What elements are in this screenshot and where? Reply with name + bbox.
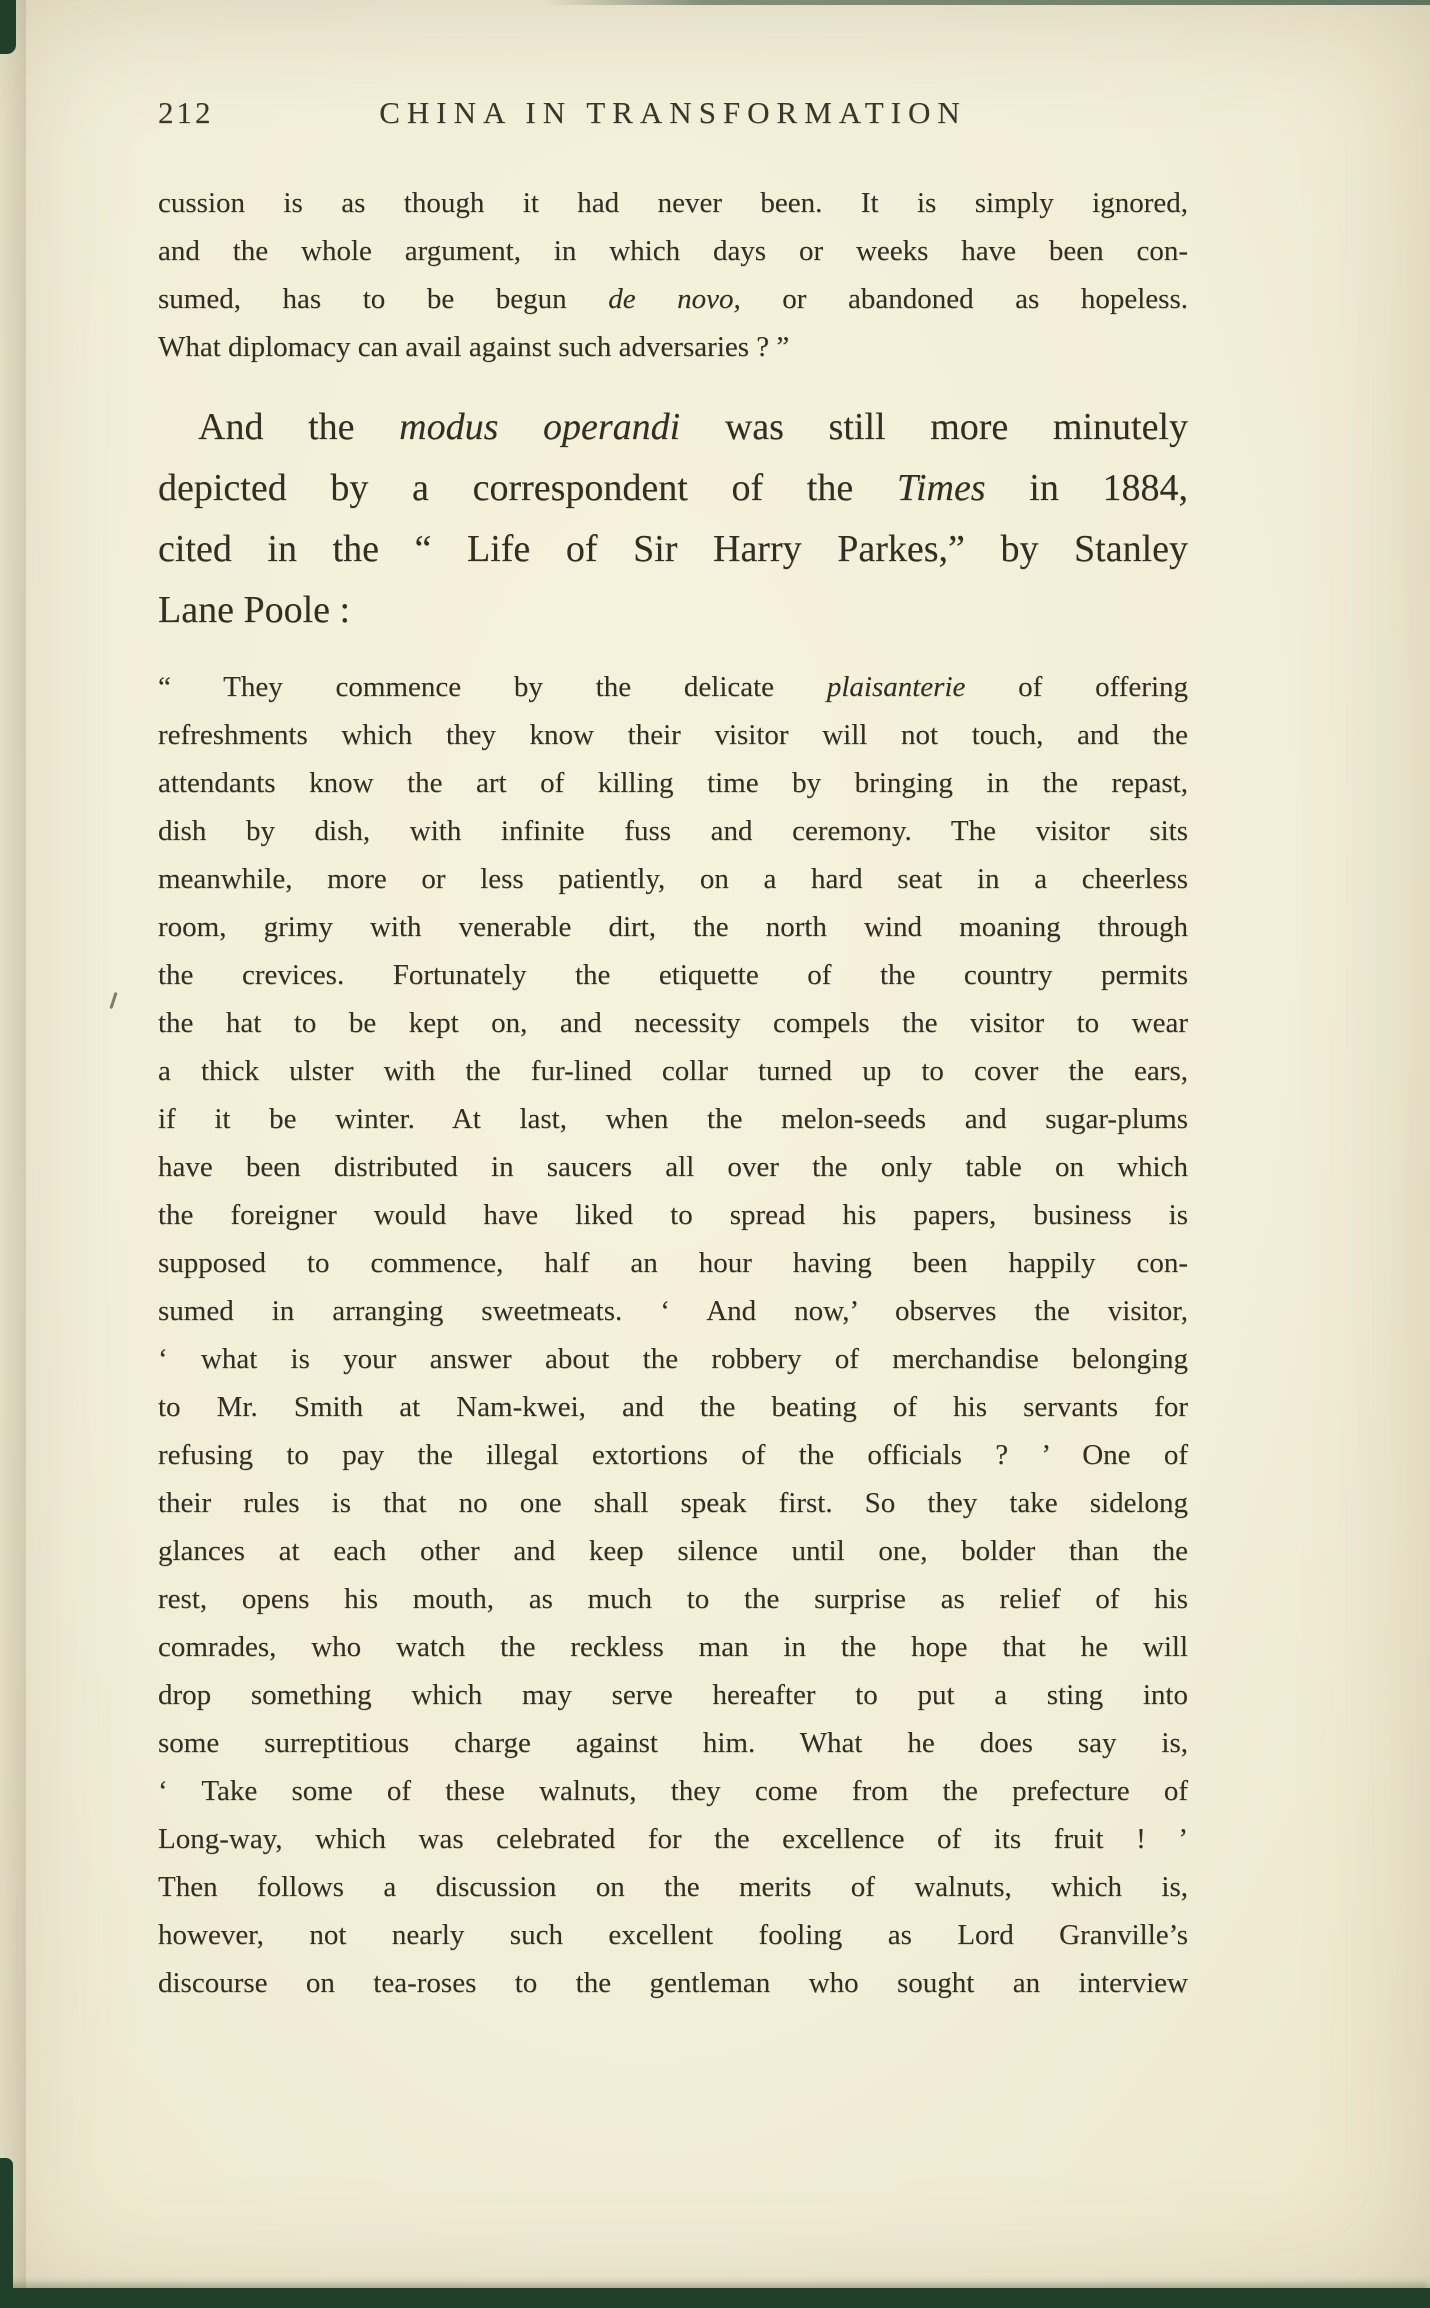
text-segment: “ They commence by the delicate (158, 671, 827, 703)
text-segment: depicted by a correspondent of the (158, 467, 897, 509)
text-line (158, 580, 1188, 641)
italic-text: Times (896, 467, 986, 509)
text-line (158, 1479, 1188, 1527)
text-segment: cussion is as though it had never been. It is simply ignored, (158, 187, 1188, 219)
text-segment: and the whole argument, in which days or weeks have been con- (158, 235, 1188, 267)
text-line (158, 759, 1188, 807)
text-segment: refreshments which they know their visitor will not touch, and the (158, 719, 1188, 751)
text-line (158, 1527, 1188, 1575)
text-segment: drop something which may serve hereafter to put a sting into (158, 1679, 1188, 1711)
text-segment: rest, opens his mouth, as much to the surprise as relief of his (158, 1583, 1188, 1615)
text-line (158, 1335, 1188, 1383)
text-segment: the foreigner would have liked to spread his papers, business is (158, 1199, 1188, 1231)
text-segment: Long-way, which was celebrated for the excellence of its fruit ! ’ (158, 1823, 1188, 1855)
text-segment: cited in the “ Life of Sir Harry Parkes,” by Stanley (158, 528, 1188, 570)
scan-edge-right-shadow (0, 0, 26, 2308)
text-segment: discourse on tea-roses to the gentleman who sought an interview (158, 1967, 1188, 1999)
scan-edge-top (543, 0, 1430, 5)
text-segment: sumed in arranging sweetmeats. ‘ And now,’ observes the visitor, (158, 1295, 1188, 1327)
text-segment: Then follows a discussion on the merits of walnuts, which is, (158, 1871, 1188, 1903)
text-line (158, 663, 1188, 711)
text-segment: room, grimy with venerable dirt, the north wind moaning through (158, 911, 1188, 943)
text-line (158, 179, 1188, 227)
text-line (158, 903, 1188, 951)
text-segment: refusing to pay the illegal extortions of the officials ? ’ One of (158, 1439, 1188, 1471)
text-segment: a thick ulster with the fur-lined collar turned up to cover the ears, (158, 1055, 1188, 1087)
text-line (158, 999, 1188, 1047)
text-line (158, 1815, 1188, 1863)
text-segment: if it be winter. At last, when the melon-seeds and sugar-plums (158, 1103, 1188, 1135)
scan-edge-top-left (0, 0, 16, 54)
text-line (158, 1095, 1188, 1143)
text-segment: in 1884, (985, 467, 1188, 509)
text-line (158, 711, 1188, 759)
text-segment: dish by dish, with infinite fuss and ceremony. The visitor sits (158, 815, 1188, 847)
italic-text: de novo, (608, 283, 741, 315)
text-line (158, 323, 1188, 371)
text-line (158, 1671, 1188, 1719)
text-segment: to Mr. Smith at Nam-kwei, and the beating of his servants for (158, 1391, 1188, 1423)
text-line (158, 1143, 1188, 1191)
text-line (158, 1383, 1188, 1431)
text-line (158, 1191, 1188, 1239)
text-line (158, 855, 1188, 903)
text-line (158, 1287, 1188, 1335)
text-line (158, 807, 1188, 855)
text-line (158, 519, 1188, 580)
text-line (158, 1575, 1188, 1623)
text-line (158, 1767, 1188, 1815)
text-segment: the crevices. Fortunately the etiquette of the country permits (158, 959, 1188, 991)
text-segment: of offering (965, 671, 1188, 703)
page-content (158, 95, 1188, 2007)
text-line (158, 458, 1188, 519)
text-line (158, 1047, 1188, 1095)
text-line (158, 397, 1188, 458)
text-segment: some surreptitious charge against him. What he does say is, (158, 1727, 1188, 1759)
text-segment: attendants know the art of killing time by bringing in the repast, (158, 767, 1188, 799)
text-line (158, 951, 1188, 999)
text-segment: Lane Poole : (158, 589, 351, 631)
text-segment: or abandoned as hopeless. (740, 283, 1188, 315)
stray-ink-mark (109, 992, 117, 1009)
paragraph-lead (158, 397, 1188, 641)
scan-edge-bottom (0, 2288, 1430, 2308)
text-segment: the hat to be kept on, and necessity compels the visitor to wear (158, 1007, 1188, 1039)
paragraph-continuation (158, 179, 1188, 371)
text-segment: ‘ what is your answer about the robbery of merchandise belonging (158, 1343, 1188, 1375)
text-segment: have been distributed in saucers all over the only table on which (158, 1151, 1188, 1183)
text-line (158, 1431, 1188, 1479)
scan-edge-bottom-left (0, 2158, 13, 2290)
text-line (158, 227, 1188, 275)
text-segment: was still more minutely (680, 406, 1188, 448)
text-line (158, 1959, 1188, 2007)
italic-text: modus operandi (399, 406, 681, 448)
page-header (158, 95, 1188, 139)
text-segment: glances at each other and keep silence until one, bolder than the (158, 1535, 1188, 1567)
running-title: CHINA IN TRANSFORMATION (379, 95, 967, 130)
page-number: 212 (158, 95, 214, 130)
text-segment: supposed to commence, half an hour having been happily con- (158, 1247, 1188, 1279)
text-line (158, 1719, 1188, 1767)
text-line (158, 1239, 1188, 1287)
text-segment: ‘ Take some of these walnuts, they come from the prefecture of (158, 1775, 1188, 1807)
text-line (158, 275, 1188, 323)
text-segment: their rules is that no one shall speak first. So they take sidelong (158, 1487, 1188, 1519)
text-line (158, 1911, 1188, 1959)
italic-text: plaisanterie (826, 671, 966, 703)
paragraph-quotation (158, 663, 1188, 2007)
text-line (158, 1623, 1188, 1671)
text-segment: sumed, has to be begun (158, 283, 609, 315)
text-segment: meanwhile, more or less patiently, on a hard seat in a cheerless (158, 863, 1188, 895)
text-segment: comrades, who watch the reckless man in the hope that he will (158, 1631, 1188, 1663)
text-segment: And the (198, 406, 400, 448)
text-segment: What diplomacy can avail against such adversaries ? ” (158, 331, 790, 363)
text-segment: however, not nearly such excellent fooling as Lord Granville’s (158, 1919, 1188, 1951)
text-line (158, 1863, 1188, 1911)
